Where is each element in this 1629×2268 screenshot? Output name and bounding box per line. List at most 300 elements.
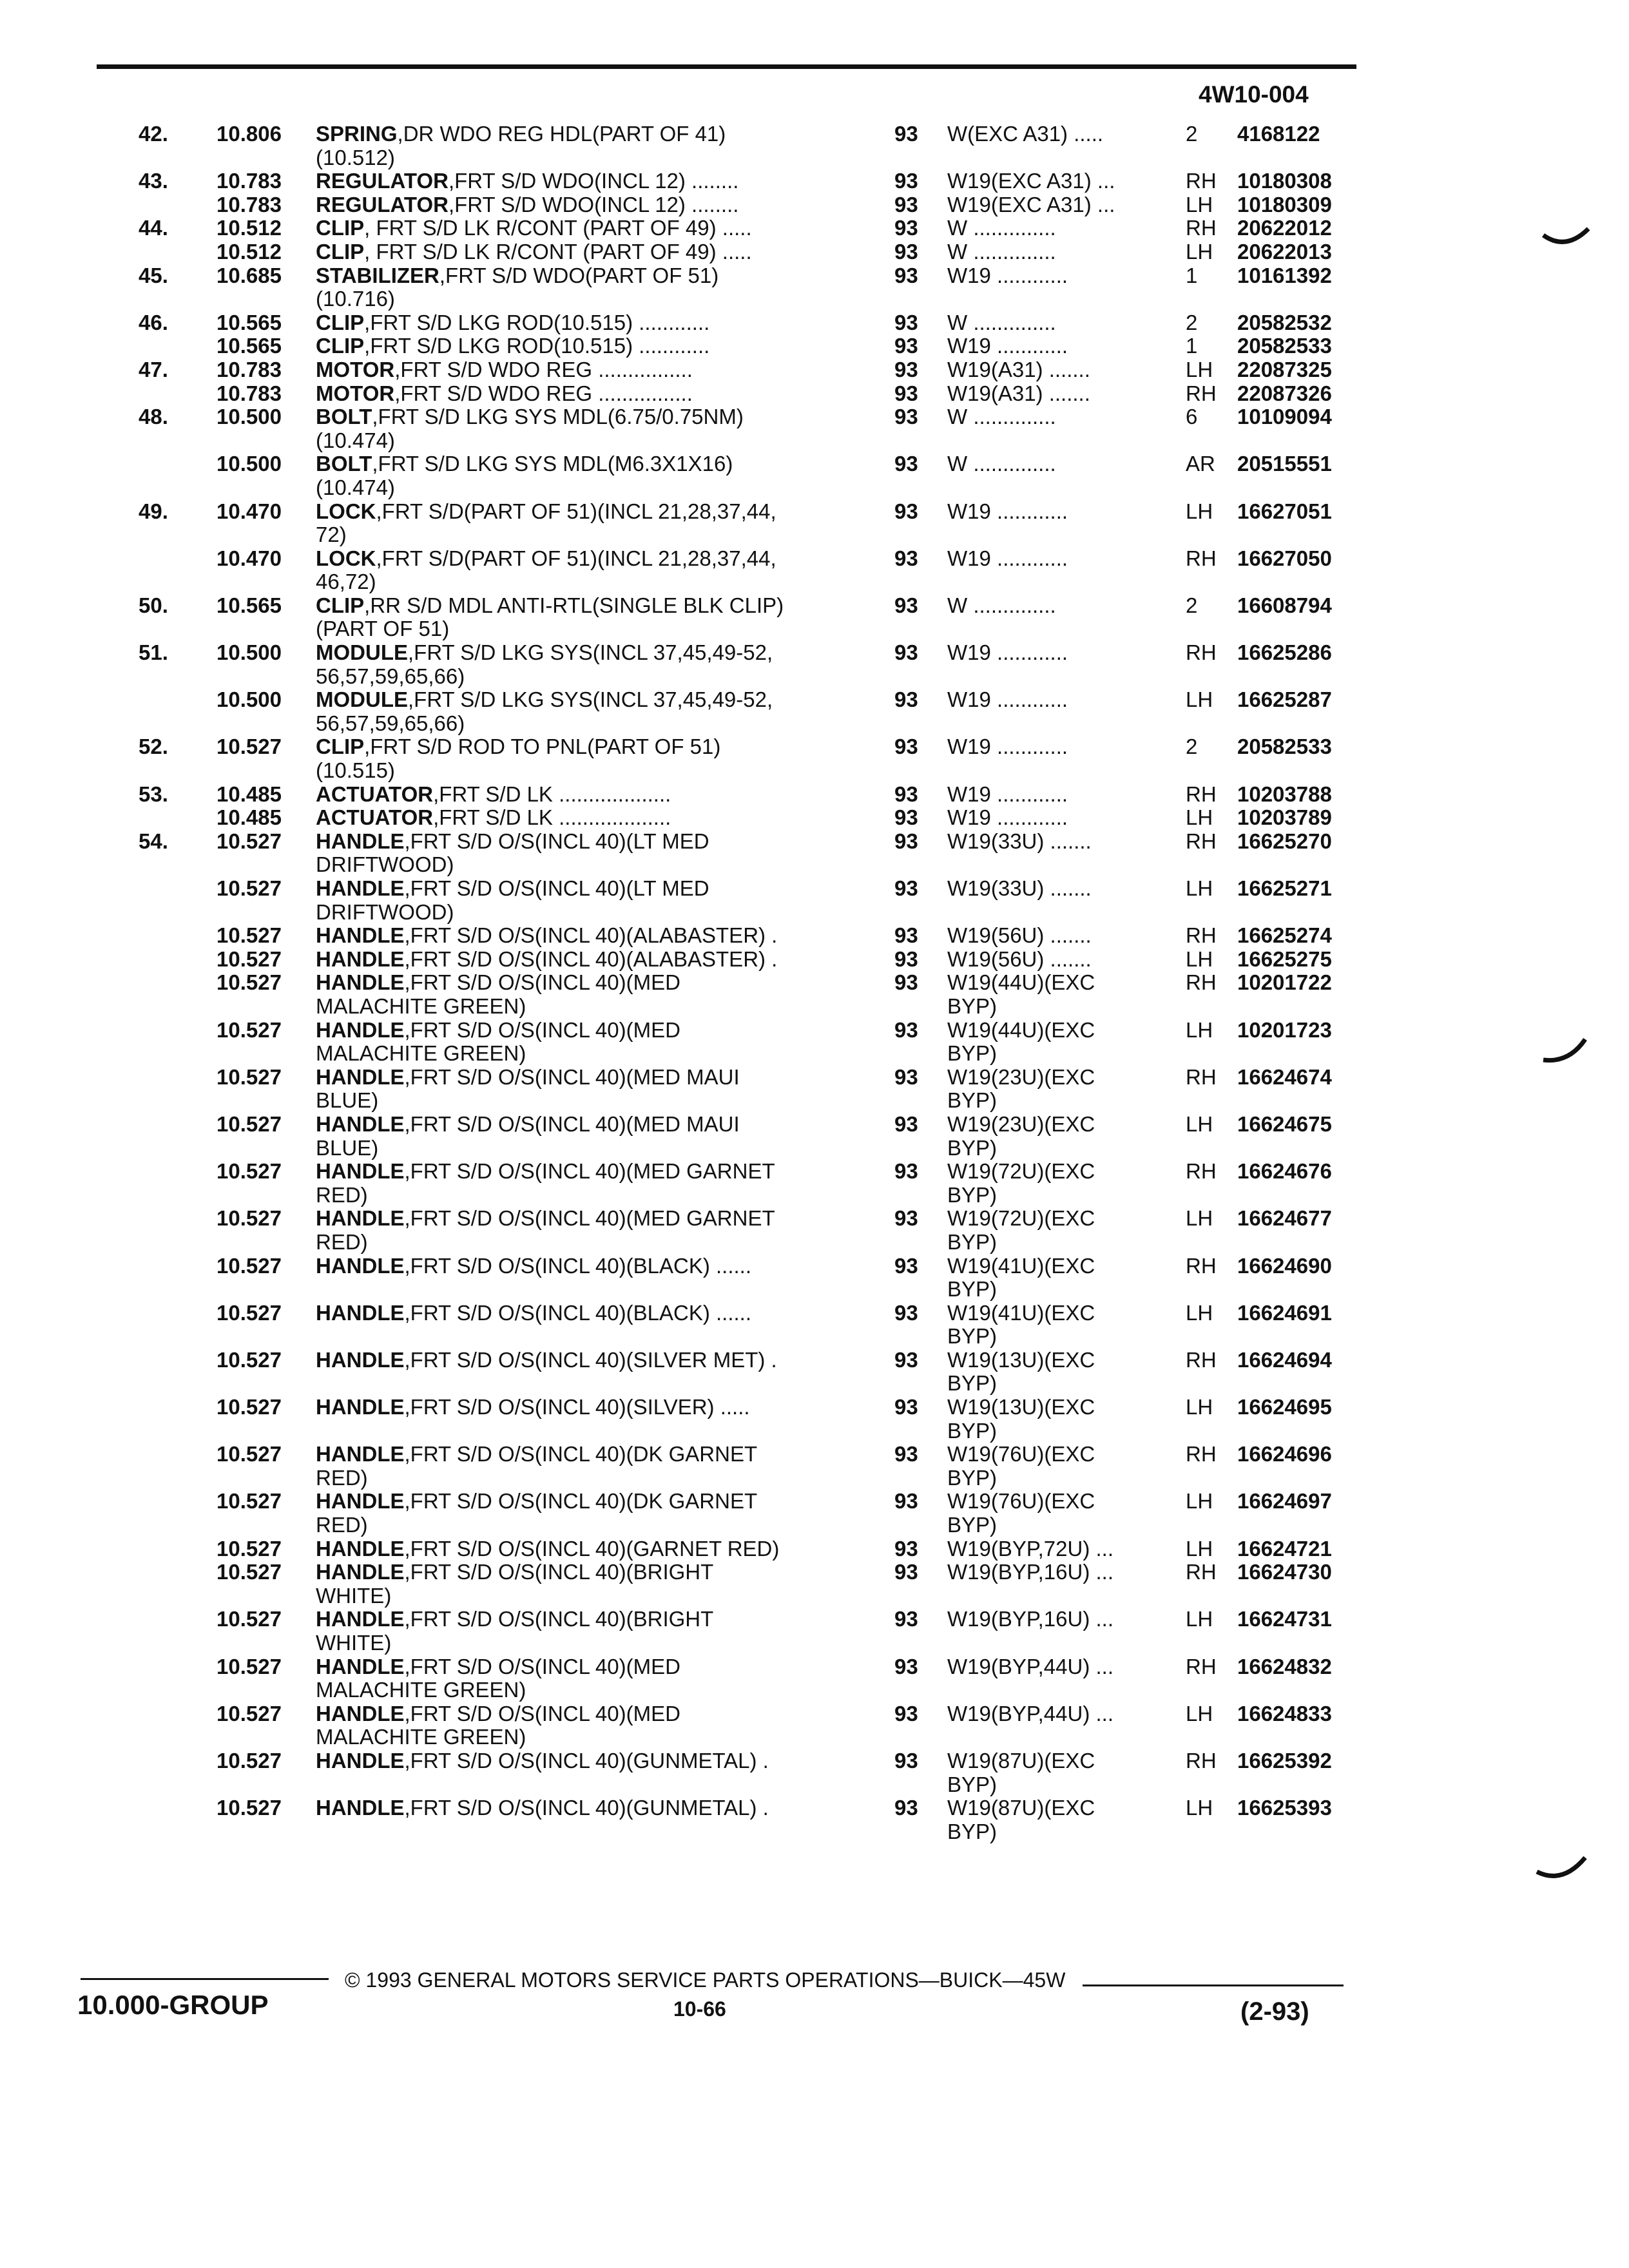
row-item: 47. (139, 357, 168, 381)
row-part: 16625287 (1237, 687, 1332, 712)
parts-row (0, 1584, 1629, 1608)
row-year: 93 (894, 357, 918, 381)
row-name: CLIP (316, 239, 365, 264)
row-usage: BYP) (947, 1041, 998, 1066)
row-group: 10.500 (217, 405, 282, 429)
row-desc: BLUE) (316, 1135, 379, 1160)
row-part: 16624674 (1237, 1064, 1332, 1089)
row-year: 93 (894, 1442, 918, 1466)
row-usage: W19(33U) ....... (947, 876, 1092, 900)
row-qty: RH (1186, 1064, 1217, 1089)
row-usage: W19(44U)(EXC (947, 970, 1095, 995)
parts-row (0, 1608, 1629, 1631)
row-group: 10.470 (217, 499, 282, 523)
parts-row (0, 1325, 1629, 1349)
parts-row (0, 901, 1629, 925)
row-year: 93 (894, 239, 918, 264)
row-group: 10.527 (217, 1489, 282, 1514)
row-part: 22087326 (1237, 381, 1332, 405)
parts-row (0, 1749, 1629, 1773)
row-year: 93 (894, 1347, 918, 1372)
row-desc: ,FRT S/D O/S(INCL 40)(BRIGHT (404, 1560, 714, 1584)
row-desc: (10.474) (316, 475, 395, 499)
row-usage: BYP) (947, 1135, 998, 1160)
row-name: HANDLE (316, 1489, 405, 1514)
parts-row (0, 995, 1629, 1019)
parts-row (0, 146, 1629, 170)
row-usage: W19(72U)(EXC (947, 1159, 1095, 1184)
row-name: HANDLE (316, 1796, 405, 1820)
row-usage: W19(EXC A31) ... (947, 192, 1115, 216)
parts-list (0, 122, 1629, 1843)
row-desc: ,RR S/D MDL ANTI-RTL(SINGLE BLK CLIP) (364, 593, 784, 617)
row-name: REGULATOR (316, 169, 448, 193)
row-desc: 56,57,59,65,66) (316, 664, 465, 688)
row-desc: ,FRT S/D LKG SYS MDL(6.75/0.75NM) (372, 405, 744, 429)
parts-row (0, 122, 1629, 146)
row-desc: MALACHITE GREEN) (316, 1041, 526, 1066)
row-group: 10.527 (217, 970, 282, 995)
row-name: HANDLE (316, 923, 405, 948)
row-usage: BYP) (947, 1229, 998, 1254)
row-group: 10.783 (217, 169, 282, 193)
row-desc: ,FRT S/D LK ................... (433, 782, 671, 806)
row-year: 93 (894, 405, 918, 429)
parts-row (0, 1537, 1629, 1561)
row-qty: RH (1186, 1347, 1217, 1372)
row-part: 20622012 (1237, 216, 1332, 240)
row-usage: W .............. (947, 216, 1056, 240)
row-qty: LH (1186, 1206, 1213, 1231)
row-usage: W19(BYP,16U) ... (947, 1607, 1113, 1631)
parts-row (0, 405, 1629, 429)
row-name: HANDLE (316, 1159, 405, 1184)
row-desc: (10.474) (316, 428, 395, 452)
parts-row (0, 712, 1629, 736)
row-year: 93 (894, 1607, 918, 1631)
row-usage: BYP) (947, 1182, 998, 1207)
row-year: 93 (894, 782, 918, 806)
row-usage: W19 ............ (947, 334, 1068, 358)
row-item: 54. (139, 829, 168, 853)
row-usage: W19 ............ (947, 263, 1068, 287)
row-qty: RH (1186, 1442, 1217, 1466)
parts-row (0, 216, 1629, 240)
parts-row (0, 1207, 1629, 1231)
row-qty: LH (1186, 1395, 1213, 1419)
row-group: 10.565 (217, 310, 282, 334)
row-qty: LH (1186, 1300, 1213, 1325)
row-name: HANDLE (316, 1111, 405, 1136)
footer-copyright: © 1993 GENERAL MOTORS SERVICE PARTS OPERATIONS—BUICK—45W (345, 1968, 1066, 1992)
row-year: 93 (894, 876, 918, 900)
row-part: 10201723 (1237, 1017, 1332, 1042)
parts-row (0, 452, 1629, 476)
row-usage: W .............. (947, 405, 1056, 429)
page-code: 4W10-004 (1199, 81, 1309, 108)
row-usage: W19(13U)(EXC (947, 1395, 1095, 1419)
row-usage: W19(A31) ....... (947, 381, 1090, 405)
row-group: 10.565 (217, 593, 282, 617)
row-qty: LH (1186, 192, 1213, 216)
row-usage: W19(56U) ....... (947, 947, 1092, 971)
row-group: 10.806 (217, 122, 282, 146)
row-year: 93 (894, 1748, 918, 1773)
row-desc: ,FRT S/D O/S(INCL 40)(BLACK) ...... (404, 1253, 752, 1278)
parts-row (0, 287, 1629, 311)
row-part: 20582533 (1237, 735, 1332, 759)
parts-row (0, 1443, 1629, 1466)
row-usage: W .............. (947, 593, 1056, 617)
row-name: HANDLE (316, 1347, 405, 1372)
row-desc: ,FRT S/D O/S(INCL 40)(DK GARNET (404, 1489, 758, 1514)
parts-row (0, 1725, 1629, 1749)
row-group: 10.500 (217, 452, 282, 476)
row-desc: 72) (316, 523, 347, 547)
parts-row (0, 1019, 1629, 1043)
parts-row (0, 1042, 1629, 1066)
row-qty: RH (1186, 640, 1217, 665)
row-group: 10.527 (217, 1064, 282, 1089)
row-group: 10.527 (217, 1253, 282, 1278)
row-group: 10.565 (217, 334, 282, 358)
row-usage: BYP) (947, 1371, 998, 1396)
row-group: 10.527 (217, 1017, 282, 1042)
footer-page-number: 10-66 (673, 1997, 726, 2021)
row-group: 10.527 (217, 876, 282, 900)
row-group: 10.500 (217, 640, 282, 665)
row-desc: ,FRT S/D O/S(INCL 40)(MED GARNET (404, 1159, 775, 1184)
row-group: 10.527 (217, 829, 282, 853)
row-usage: W19(23U)(EXC (947, 1111, 1095, 1136)
row-desc: WHITE) (316, 1631, 392, 1655)
parts-row (0, 1655, 1629, 1679)
parts-row (0, 358, 1629, 382)
row-part: 16624690 (1237, 1253, 1332, 1278)
row-year: 93 (894, 805, 918, 830)
row-qty: RH (1186, 1654, 1217, 1678)
row-part: 16624721 (1237, 1536, 1332, 1561)
row-part: 16624675 (1237, 1111, 1332, 1136)
parts-row (0, 382, 1629, 406)
row-part: 16627051 (1237, 499, 1332, 523)
row-usage: W .............. (947, 239, 1056, 264)
row-year: 93 (894, 829, 918, 853)
row-group: 10.527 (217, 1206, 282, 1231)
row-qty: RH (1186, 1748, 1217, 1773)
parts-row (0, 1184, 1629, 1207)
row-desc: DRIFTWOOD) (316, 852, 454, 877)
row-qty: 2 (1186, 122, 1198, 146)
parts-row (0, 1396, 1629, 1419)
row-qty: 6 (1186, 405, 1198, 429)
parts-row (0, 1796, 1629, 1820)
row-desc: DRIFTWOOD) (316, 899, 454, 924)
row-desc: ,FRT S/D O/S(INCL 40)(MED MAUI (404, 1111, 740, 1136)
row-desc: RED) (316, 1513, 368, 1537)
row-qty: LH (1186, 947, 1213, 971)
footer-date: (2-93) (1240, 1997, 1309, 2026)
row-usage: W19 ............ (947, 735, 1068, 759)
row-qty: LH (1186, 499, 1213, 523)
row-qty: RH (1186, 381, 1217, 405)
row-qty: LH (1186, 805, 1213, 830)
row-part: 16625393 (1237, 1796, 1332, 1820)
row-item: 43. (139, 169, 168, 193)
row-qty: LH (1186, 357, 1213, 381)
row-group: 10.527 (217, 1701, 282, 1725)
row-desc: ,FRT S/D O/S(INCL 40)(BLACK) ...... (404, 1300, 752, 1325)
row-qty: LH (1186, 687, 1213, 712)
row-part: 4168122 (1237, 122, 1320, 146)
row-item: 49. (139, 499, 168, 523)
footer-rule-left (81, 1978, 329, 1980)
row-group: 10.527 (217, 1347, 282, 1372)
row-part: 16624832 (1237, 1654, 1332, 1678)
row-part: 10180309 (1237, 192, 1332, 216)
row-name: HANDLE (316, 947, 405, 971)
row-part: 10201722 (1237, 970, 1332, 995)
row-part: 10109094 (1237, 405, 1332, 429)
row-desc: ,FRT S/D(PART OF 51)(INCL 21,28,37,44, (376, 546, 776, 570)
row-group: 10.527 (217, 1395, 282, 1419)
row-name: HANDLE (316, 1701, 405, 1725)
parts-row (0, 570, 1629, 594)
row-name: LOCK (316, 499, 376, 523)
row-desc: ,FRT S/D O/S(INCL 40)(MED MAUI (404, 1064, 740, 1089)
binder-tick-mark (1540, 1034, 1592, 1073)
row-qty: 1 (1186, 263, 1198, 287)
row-desc: ,FRT S/D WDO(INCL 12) ........ (448, 192, 739, 216)
row-name: HANDLE (316, 1017, 405, 1042)
parts-row (0, 1773, 1629, 1797)
row-qty: RH (1186, 169, 1217, 193)
row-part: 10203789 (1237, 805, 1332, 830)
row-group: 10.527 (217, 947, 282, 971)
row-desc: ,FRT S/D O/S(INCL 40)(DK GARNET (404, 1442, 758, 1466)
row-year: 93 (894, 546, 918, 570)
row-name: MOTOR (316, 357, 395, 381)
row-name: CLIP (316, 334, 365, 358)
parts-row (0, 311, 1629, 335)
row-desc: RED) (316, 1229, 368, 1254)
row-year: 93 (894, 947, 918, 971)
parts-row (0, 169, 1629, 193)
row-desc: 56,57,59,65,66) (316, 711, 465, 735)
parts-row (0, 429, 1629, 453)
row-year: 93 (894, 1111, 918, 1136)
row-group: 10.527 (217, 1159, 282, 1184)
row-item: 53. (139, 782, 168, 806)
row-name: MODULE (316, 687, 408, 712)
row-desc: WHITE) (316, 1583, 392, 1608)
row-year: 93 (894, 1701, 918, 1725)
parts-row (0, 924, 1629, 948)
row-desc: BLUE) (316, 1088, 379, 1113)
row-desc: ,FRT S/D WDO(INCL 12) ........ (448, 169, 739, 193)
parts-row (0, 971, 1629, 995)
row-name: ACTUATOR (316, 805, 434, 830)
parts-row (0, 1631, 1629, 1655)
row-part: 16625275 (1237, 947, 1332, 971)
row-group: 10.783 (217, 381, 282, 405)
row-usage: W .............. (947, 310, 1056, 334)
row-desc: ,FRT S/D O/S(INCL 40)(BRIGHT (404, 1607, 714, 1631)
row-usage: W19(41U)(EXC (947, 1300, 1095, 1325)
row-name: HANDLE (316, 1064, 405, 1089)
row-part: 16625286 (1237, 640, 1332, 665)
row-part: 10180308 (1237, 169, 1332, 193)
row-group: 10.512 (217, 216, 282, 240)
parts-row (0, 1278, 1629, 1302)
row-usage: W19(23U)(EXC (947, 1064, 1095, 1089)
row-year: 93 (894, 735, 918, 759)
row-desc: ,FRT S/D O/S(INCL 40)(MED (404, 1654, 680, 1678)
parts-row (0, 1820, 1629, 1844)
row-desc: ,FRT S/D O/S(INCL 40)(MED (404, 1017, 680, 1042)
row-name: MODULE (316, 640, 408, 665)
row-desc: (10.512) (316, 145, 395, 169)
row-name: HANDLE (316, 829, 405, 853)
row-item: 52. (139, 735, 168, 759)
row-desc: ,FRT S/D ROD TO PNL(PART OF 51) (364, 735, 721, 759)
row-qty: RH (1186, 546, 1217, 570)
row-desc: RED) (316, 1465, 368, 1490)
row-year: 93 (894, 1395, 918, 1419)
row-group: 10.527 (217, 1536, 282, 1561)
row-usage: W19(EXC A31) ... (947, 169, 1115, 193)
row-group: 10.470 (217, 546, 282, 570)
row-usage: BYP) (947, 1819, 998, 1843)
parts-row (0, 783, 1629, 807)
row-year: 93 (894, 593, 918, 617)
row-group: 10.527 (217, 1560, 282, 1584)
row-group: 10.527 (217, 735, 282, 759)
row-usage: W19 ............ (947, 546, 1068, 570)
row-year: 93 (894, 1159, 918, 1184)
row-year: 93 (894, 169, 918, 193)
binder-tick-mark (1540, 222, 1592, 255)
row-usage: W19 ............ (947, 640, 1068, 665)
row-part: 16624730 (1237, 1560, 1332, 1584)
row-desc: ,FRT S/D WDO REG ................ (394, 357, 693, 381)
row-usage: W19(87U)(EXC (947, 1748, 1095, 1773)
row-usage: W19(BYP,16U) ... (947, 1560, 1113, 1584)
row-year: 93 (894, 1536, 918, 1561)
row-name: REGULATOR (316, 192, 448, 216)
row-desc: ,DR WDO REG HDL(PART OF 41) (397, 122, 726, 146)
row-qty: RH (1186, 923, 1217, 948)
row-part: 20515551 (1237, 452, 1332, 476)
row-usage: W19(87U)(EXC (947, 1796, 1095, 1820)
row-qty: 2 (1186, 735, 1198, 759)
row-name: BOLT (316, 405, 372, 429)
row-desc: ,FRT S/D O/S(INCL 40)(MED (404, 970, 680, 995)
parts-row (0, 1514, 1629, 1537)
row-year: 93 (894, 192, 918, 216)
row-qty: RH (1186, 782, 1217, 806)
row-usage: W19(BYP,44U) ... (947, 1701, 1113, 1725)
parts-row (0, 1089, 1629, 1113)
row-usage: W19 ............ (947, 782, 1068, 806)
row-usage: W19(72U)(EXC (947, 1206, 1095, 1231)
row-usage: BYP) (947, 1418, 998, 1443)
row-year: 93 (894, 452, 918, 476)
row-part: 16627050 (1237, 546, 1332, 570)
parts-row (0, 1137, 1629, 1160)
row-year: 93 (894, 923, 918, 948)
row-qty: LH (1186, 1536, 1213, 1561)
row-desc: MALACHITE GREEN) (316, 994, 526, 1018)
row-group: 10.527 (217, 1607, 282, 1631)
row-desc: ,FRT S/D LKG ROD(10.515) ............ (364, 334, 710, 358)
row-part: 16625270 (1237, 829, 1332, 853)
row-year: 93 (894, 1253, 918, 1278)
parts-row (0, 1702, 1629, 1726)
parts-row (0, 1419, 1629, 1443)
parts-row (0, 665, 1629, 689)
parts-row (0, 830, 1629, 854)
row-year: 93 (894, 1064, 918, 1089)
row-item: 50. (139, 593, 168, 617)
row-usage: W19 ............ (947, 499, 1068, 523)
parts-row (0, 523, 1629, 547)
binder-tick-mark (1534, 1852, 1592, 1888)
row-usage: W19(A31) ....... (947, 357, 1090, 381)
parts-row (0, 240, 1629, 264)
row-name: HANDLE (316, 1253, 405, 1278)
parts-row (0, 500, 1629, 524)
row-qty: RH (1186, 1560, 1217, 1584)
row-desc: (10.515) (316, 758, 395, 783)
row-item: 51. (139, 640, 168, 665)
row-group: 10.512 (217, 239, 282, 264)
row-usage: BYP) (947, 1465, 998, 1490)
parts-row (0, 1678, 1629, 1702)
row-name: HANDLE (316, 1395, 405, 1419)
row-qty: RH (1186, 970, 1217, 995)
row-year: 93 (894, 499, 918, 523)
row-desc: ,FRT S/D LKG SYS(INCL 37,45,49-52, (408, 687, 773, 712)
row-name: HANDLE (316, 1206, 405, 1231)
row-part: 16624676 (1237, 1159, 1332, 1184)
row-year: 93 (894, 1489, 918, 1514)
row-usage: BYP) (947, 1277, 998, 1302)
row-qty: LH (1186, 1017, 1213, 1042)
row-usage: W19(BYP,44U) ... (947, 1654, 1113, 1678)
row-part: 10203788 (1237, 782, 1332, 806)
row-group: 10.527 (217, 1442, 282, 1466)
row-name: ACTUATOR (316, 782, 434, 806)
row-qty: LH (1186, 1489, 1213, 1514)
parts-row (0, 1160, 1629, 1184)
parts-row (0, 594, 1629, 618)
row-name: LOCK (316, 546, 376, 570)
row-desc: ,FRT S/D(PART OF 51)(INCL 21,28,37,44, (376, 499, 776, 523)
row-name: STABILIZER (316, 263, 439, 287)
parts-row (0, 264, 1629, 288)
parts-row (0, 688, 1629, 712)
row-group: 10.485 (217, 782, 282, 806)
row-part: 16624697 (1237, 1489, 1332, 1514)
row-name: HANDLE (316, 1607, 405, 1631)
row-part: 16624691 (1237, 1300, 1332, 1325)
row-part: 16624694 (1237, 1347, 1332, 1372)
parts-row (0, 476, 1629, 500)
parts-row (0, 193, 1629, 217)
row-desc: MALACHITE GREEN) (316, 1725, 526, 1749)
parts-row (0, 1066, 1629, 1090)
